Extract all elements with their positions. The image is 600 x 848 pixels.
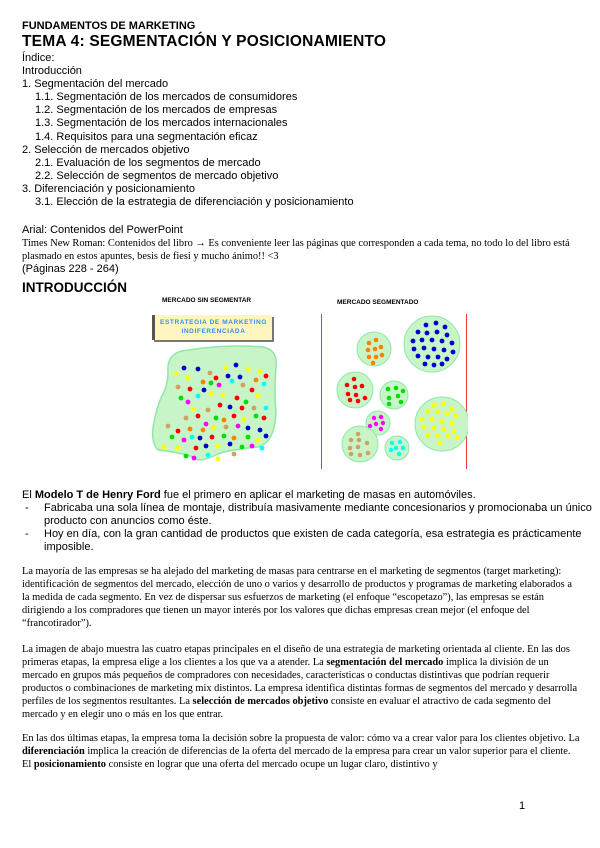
toc-item: Introducción [22, 65, 82, 78]
market-segmentation-figure [148, 292, 468, 472]
toc-item: 1. Segmentación del mercado [22, 78, 169, 91]
strategy-line-1: ESTRATEGIA DE MARKETING [160, 319, 267, 326]
bullet-item: - Hoy en día, con la gran cantidad de productos que existen de cada categoría, esa estrategia es prácticamente imposible. [25, 528, 582, 553]
toc-item: 2.2. Selección de segmentos de mercado objetivo [35, 169, 279, 182]
text-run: consiste en lograr que una oferta del mercado ocupe un lugar claro, distintivo y [106, 758, 438, 770]
toc-item: 3. Diferenciación y posicionamiento [22, 182, 196, 195]
paragraph-target-marketing: La mayoría de las empresas se ha alejado del marketing de masas para centrarse en el marketing de segmentos (target marketing): identificación de segmentos del mercado, elección de uno o varios y desarrollo de productos y programas de marketing elaborados a la medida de cada segmento. En vez de dispersar sus esfuerzos de marketing (el enfoque “escopetazo”), las empresas se están dirigiendo a los compradores que tienen un mayor interés por los valores que dichas empresas crean mejor (el enfoque del “francotirador”). [22, 566, 572, 629]
note-arial: Arial: Contenidos del PowerPoint [22, 224, 183, 236]
section-heading-introduccion: INTRODUCCIÓN [22, 280, 127, 295]
toc-item: 2.1. Evaluación de los segmentos de mercado [35, 156, 261, 169]
table-of-contents [22, 52, 354, 209]
course-subject: FUNDAMENTOS DE MARKETING [22, 20, 196, 32]
ford-intro [22, 489, 592, 502]
bullet-item: - Fabricaba una sola línea de montaje, distribuía masivamente mediante concesionarios y promocionaba un único producto con anuncios como éste. [25, 502, 592, 527]
toc-item: 1.2. Segmentación de los mercados de empresas [35, 104, 278, 117]
bold-term: selección de mercados objetivo [192, 695, 329, 707]
paragraph-differentiation [22, 733, 582, 772]
bold-term: diferenciación [22, 745, 85, 757]
bullet-text: Hoy en día, con la gran cantidad de productos que existen de cada categoría, esa estrategia es prácticamente imposible. [44, 528, 582, 553]
toc-item: 2. Selección de mercados objetivo [22, 143, 190, 156]
toc-item: 1.4. Requisitos para una segmentación eficaz [35, 130, 258, 143]
market-illustration [148, 292, 468, 472]
bullet-text: Fabricaba una sola línea de montaje, distribuía masivamente mediante concesionarios y promocionaba un único producto con anuncios como éste. [44, 502, 592, 527]
bold-term: posicionamiento [33, 758, 107, 770]
ford-pre: El [22, 489, 35, 501]
note-pages: (Páginas 228 - 264) [22, 263, 119, 275]
toc-item: 1.3. Segmentación de los mercados internacionales [35, 117, 288, 130]
strategy-line-2: INDIFERENCIADA [181, 328, 246, 335]
text-run: La imagen de abajo muestra las cuatro etapas principales en el diseño de una estrategia de marketing orientada al cliente. En las dos primeras etapas, la empresa elige a los clientes a los que va a atender. La [22, 644, 570, 668]
note-times: Times New Roman: Contenidos del libro → Es conveniente leer las páginas que corresponden a cada tema, no todo lo del libro está plasmado en estos apuntes, besis de fiesi y mucho ánimo!! <3 [22, 238, 570, 262]
caption-segmented: MERCADO SEGMENTADO [337, 299, 419, 306]
ford-bullets [22, 502, 592, 554]
page-number: 1 [519, 800, 526, 812]
text-run: implica la división de un mercado en grupos más pequeños de compradores con necesidades, características o conductas distintivas que podrían requerir productos o combinaciones de marketing mix distintos. La empresa identifica distintas formas de segmentos del mercado y desarrolla perfiles de los segmentos resultantes. La [22, 656, 578, 707]
bold-term: segmentación del mercado [326, 656, 444, 668]
toc-item: 1.1. Segmentación de los mercados de consumidores [35, 91, 298, 104]
toc-item: 3.1. Elección de la estrategia de diferenciación y posicionamiento [35, 196, 354, 209]
text-run: consiste en evaluar el atractivo de cada segmento del mercado y en elegir uno o más en los que entrar. [22, 695, 551, 720]
henry-ford-section [22, 489, 592, 554]
document-title: TEMA 4: SEGMENTACIÓN Y POSICIONAMIENTO [22, 33, 387, 50]
caption-unsegmented: MERCADO SIN SEGMENTAR [162, 297, 252, 304]
text-run: implica la creación de diferencias de la oferta del mercado de la empresa para crear un valor superior para el cliente. El [22, 745, 571, 770]
text-run: En las dos últimas etapas, la empresa toma la decisión sobre la propuesta de valor: cómo va a crear valor para los clientes objetivo. La [22, 733, 580, 744]
toc-label: Índice: [22, 52, 55, 64]
ford-bold: Modelo T de Henry Ford [34, 489, 161, 501]
paragraph-segmentation [22, 644, 582, 721]
font-legend-notes [22, 224, 582, 276]
ford-post: fue el primero en aplicar el marketing de masas en automóviles. [160, 489, 476, 501]
